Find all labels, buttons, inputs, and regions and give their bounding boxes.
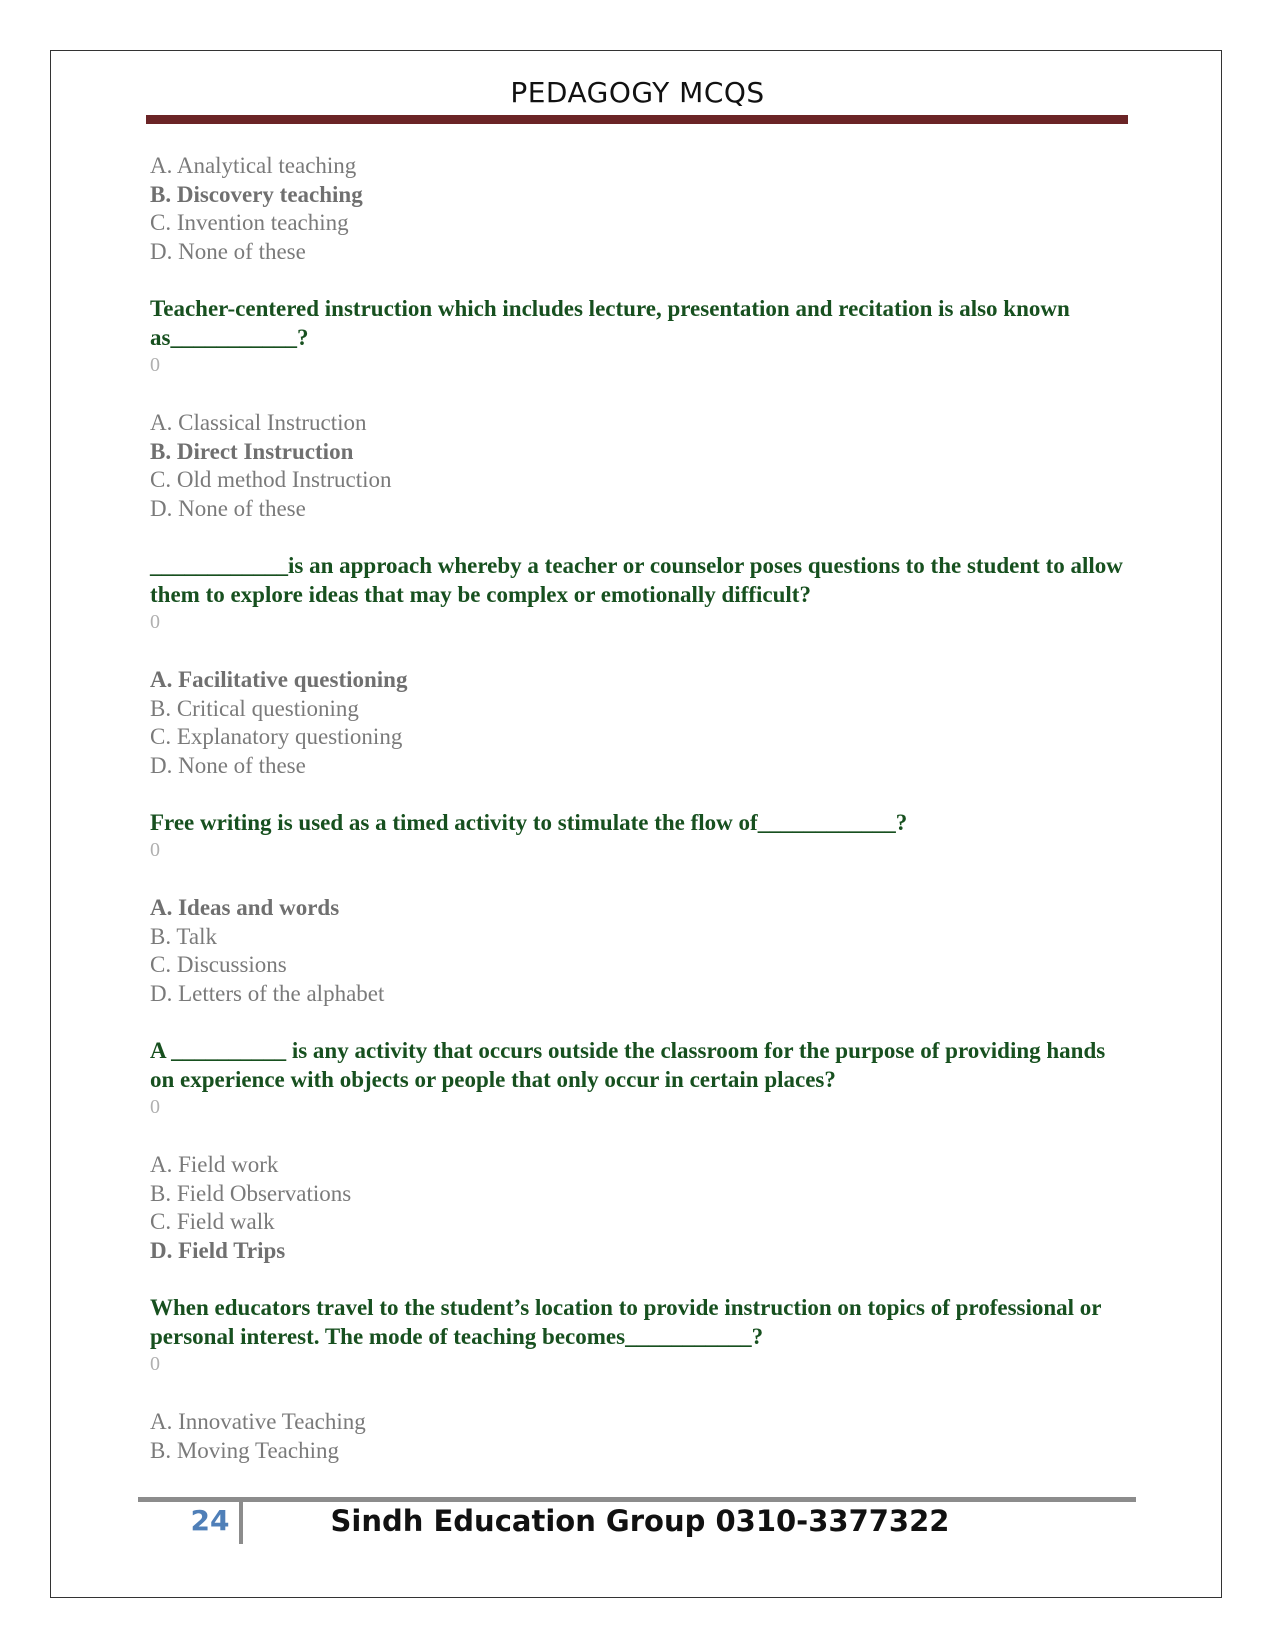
options-list	[150, 409, 1125, 523]
correct-answer-option: A. Ideas and words	[150, 895, 340, 920]
correct-answer-option: B. Discovery teaching	[150, 181, 363, 207]
options-list	[150, 152, 1125, 266]
answer-option: B. Moving Teaching	[150, 1437, 339, 1463]
answer-option: C. Discussions	[150, 952, 287, 977]
answer-option: C. Invention teaching	[150, 210, 349, 235]
mcq-block	[150, 152, 1125, 266]
question-text: When educators travel to the student’s location to provide instruction on topics of professional or personal interest. The mode of teaching becomes___________?	[150, 1295, 1102, 1349]
answer-option: C. Explanatory questioning	[150, 724, 403, 749]
options-list	[150, 666, 1125, 780]
mcq-block	[150, 1036, 1125, 1265]
question-counter: 0	[150, 839, 160, 861]
options-list	[150, 1151, 1125, 1265]
mcq-block	[150, 294, 1125, 523]
mcq-content	[150, 152, 1125, 1493]
answer-option: B. Talk	[150, 923, 217, 949]
question-text: A __________ is any activity that occurs outside the classroom for the purpose of providing hands on experience with objects or people that only occur in certain places?	[150, 1038, 1106, 1092]
answer-option: B. Critical questioning	[150, 695, 359, 721]
header-rule	[146, 115, 1128, 124]
answer-option: A. Classical Instruction	[150, 410, 367, 435]
mcq-block	[150, 551, 1125, 780]
options-list	[150, 1408, 1125, 1465]
answer-option: D. None of these	[150, 752, 306, 778]
answer-option: A. Innovative Teaching	[150, 1409, 366, 1434]
correct-answer-option: B. Direct Instruction	[150, 438, 354, 464]
answer-option: D. Letters of the alphabet	[150, 980, 385, 1006]
answer-option: D. None of these	[150, 238, 306, 264]
question-text: ____________is an approach whereby a teacher or counselor poses questions to the student to allow them to explore ideas that may be complex or emotionally difficult?	[150, 553, 1123, 607]
mcq-block	[150, 1293, 1125, 1465]
question-counter: 0	[150, 354, 160, 376]
correct-answer-option: A. Facilitative questioning	[150, 667, 408, 692]
answer-option: A. Analytical teaching	[150, 153, 357, 178]
answer-option: A. Field work	[150, 1152, 279, 1177]
answer-option: C. Old method Instruction	[150, 467, 392, 492]
question-text: Free writing is used as a timed activity to stimulate the flow of____________?	[150, 810, 908, 835]
question-counter: 0	[150, 1096, 160, 1118]
mcq-block	[150, 808, 1125, 1008]
page-header-title: PEDAGOGY MCQS	[510, 76, 765, 109]
answer-option: B. Field Observations	[150, 1180, 352, 1206]
options-list	[150, 894, 1125, 1008]
question-text: Teacher-centered instruction which includes lecture, presentation and recitation is also known as___________?	[150, 296, 1070, 350]
answer-option: C. Field walk	[150, 1209, 275, 1234]
page-number-divider	[239, 1502, 243, 1544]
footer-rule	[138, 1497, 1136, 1502]
correct-answer-option: D. Field Trips	[150, 1237, 286, 1263]
page-number: 24	[190, 1504, 230, 1537]
question-counter: 0	[150, 611, 160, 633]
footer-text: Sindh Education Group 0310-3377322	[330, 1504, 950, 1538]
answer-option: D. None of these	[150, 495, 306, 521]
question-counter: 0	[150, 1353, 160, 1375]
